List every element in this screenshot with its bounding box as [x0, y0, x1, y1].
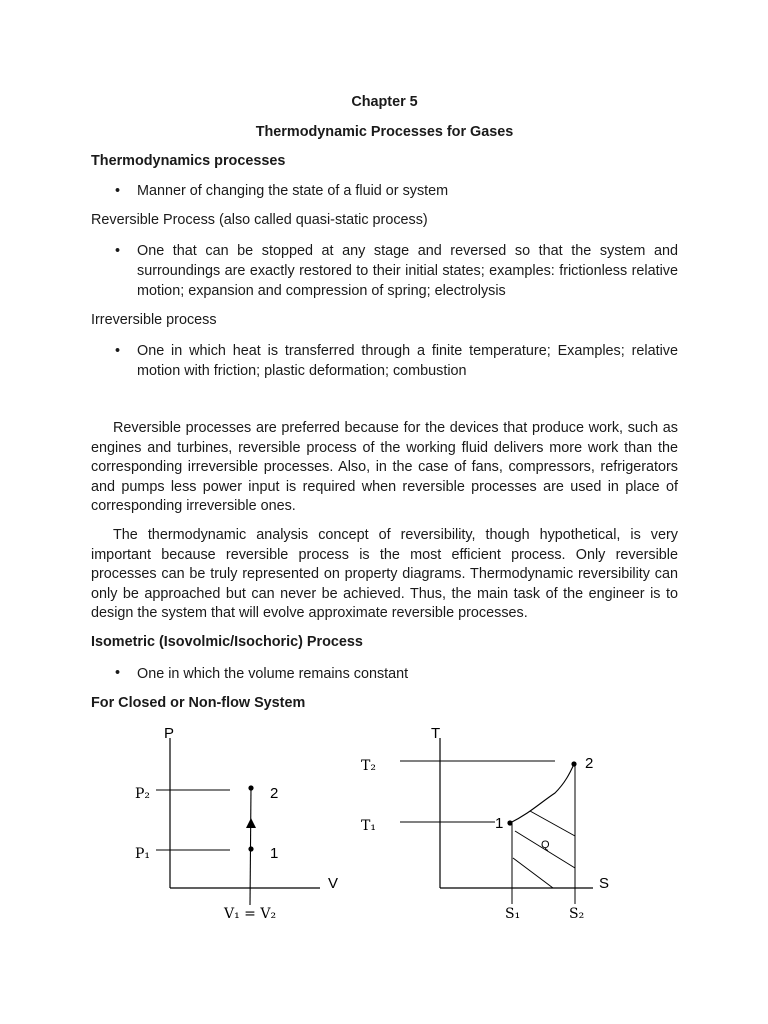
t1-label: T₁: [361, 818, 376, 834]
t2-label: T₂: [361, 758, 376, 774]
paragraph: The thermodynamic analysis concept of reversibility, though hypothetical, is very important because reversible process is the most efficient process. Only reversible processes can be truly represented on property diagrams. Thermodynamic reversibility can only be approached but can never be achieved. Thus, the main task of the engineer is to design the system that will evolve approximate reversible processes.: [91, 527, 678, 621]
isometric-heading: Isometric (Isovolmic/Isochoric) Process: [91, 634, 363, 650]
bullet-text: One in which heat is transferred through a finite temperature; Examples; relative motion with friction; plastic deformation; combustion: [137, 343, 678, 379]
chapter-label: Chapter 5: [351, 94, 418, 110]
ts-y-axis-label: T: [431, 725, 441, 742]
reversible-heading: Reversible Process (also called quasi-static process): [91, 212, 428, 228]
ts-x-axis-label: S: [599, 875, 610, 892]
arrow-up-icon: [246, 818, 256, 828]
heat-label: Q: [541, 839, 550, 851]
bullet-icon: •: [115, 665, 121, 681]
bullet-text: One in which the volume remains constant: [137, 666, 409, 682]
closed-system-heading: For Closed or Non-flow System: [91, 695, 306, 711]
hatch-line: [513, 858, 553, 888]
point-2-dot: [571, 761, 576, 766]
bullet-icon: •: [115, 343, 121, 359]
pv-y-axis-label: P: [164, 725, 175, 742]
s2-label: S₂: [569, 906, 585, 922]
point-1-dot: [248, 846, 253, 851]
bullet-text: Manner of changing the state of a fluid or system: [137, 183, 449, 199]
p2-label: P₂: [135, 786, 151, 802]
irreversible-heading: Irreversible process: [91, 312, 217, 328]
hatch-line: [530, 811, 575, 836]
pv-x-axis-label: V: [328, 875, 339, 892]
volume-label: V₁ = V₂: [224, 906, 277, 922]
bullet-icon: •: [115, 243, 121, 259]
ts-diagram: [355, 718, 645, 928]
s1-label: S₁: [505, 906, 521, 922]
section-heading-thermo-processes: Thermodynamics processes: [91, 153, 286, 169]
bullet-icon: •: [115, 183, 121, 199]
process-curve: [510, 764, 574, 823]
point-1-label: 1: [495, 815, 504, 832]
bullet-text: One that can be stopped at any stage and reversed so that the system and surroundings are exactly restored to their initial states; examples: frictionless relative motion; expansion and compression of spring; electrolysis: [137, 243, 678, 299]
point-2-label: 2: [270, 785, 279, 802]
chapter-title: Thermodynamic Processes for Gases: [255, 124, 514, 140]
point-1-label: 1: [270, 845, 279, 862]
point-2-dot: [248, 785, 253, 790]
p1-label: P₁: [135, 846, 151, 862]
paragraph: Reversible processes are preferred because for the devices that produce work, such as engines and turbines, reversible process of the working fluid delivers more work than the corresponding irreversible processes. Also, in the case of fans, compressors, refrigerators and pumps less power input is required when reversible processes are used in place of corresponding irreversible ones.: [91, 420, 678, 514]
point-2-label: 2: [585, 755, 594, 772]
